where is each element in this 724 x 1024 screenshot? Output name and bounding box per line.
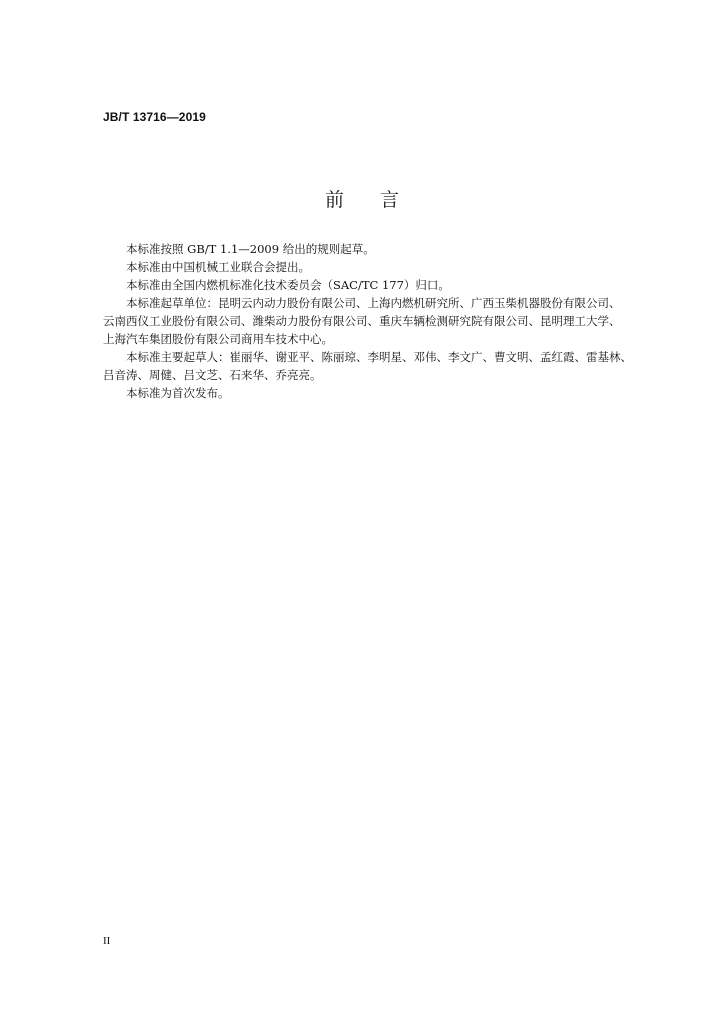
paragraph-first-release: 本标准为首次发布。 — [126, 386, 230, 400]
paragraph-drafters: 本标准主要起草人：崔丽华、谢亚平、陈丽琼、李明星、邓伟、李文广、曹文明、孟红霞、雷基林、 吕音涛、周健、吕文芝、石来华、乔亮亮。 — [103, 350, 632, 382]
page-title: 前言 — [324, 189, 435, 211]
paragraph-drafting-units: 本标准起草单位：昆明云内动力股份有限公司、上海内燃机研究所、广西玉柴机器股份有限公司、 云南西仪工业股份有限公司、潍柴动力股份有限公司、重庆车辆检测研究院有限公司、昆明理工大学、 上海汽车集团股份有限公司商用车技术中心。 — [103, 296, 621, 346]
page-number: II — [103, 935, 111, 947]
paragraph-drafting-rules: 本标准按照 GB/T 1.1—2009 给出的规则起草。 — [126, 242, 375, 256]
standard-code: JB/T 13716—2019 — [103, 110, 206, 124]
paragraph-committee: 本标准由全国内燃机标准化技术委员会（SAC/TC 177）归口。 — [126, 278, 450, 292]
paragraph-proposer: 本标准由中国机械工业联合会提出。 — [126, 260, 310, 274]
preface-body — [103, 240, 633, 402]
